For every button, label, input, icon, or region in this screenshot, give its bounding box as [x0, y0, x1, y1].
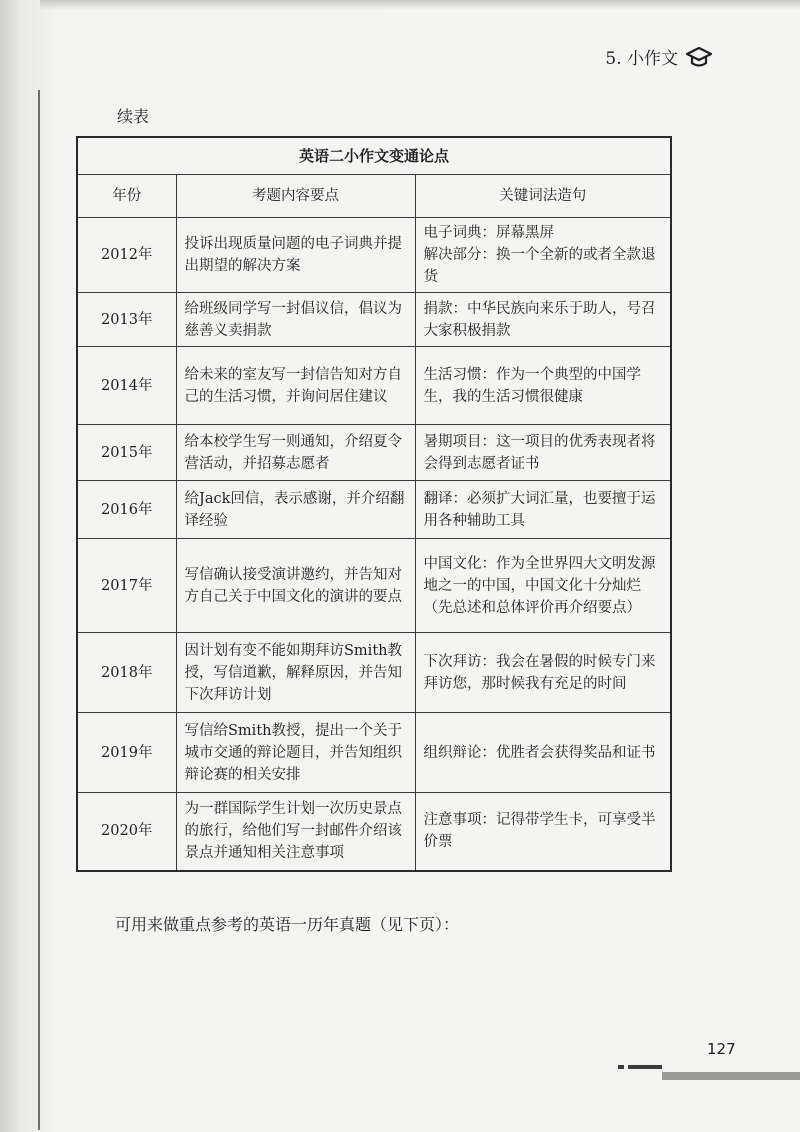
footer-decoration-stripe: [662, 1072, 800, 1080]
row-year: 2017年: [77, 539, 176, 633]
row-phrase: 暑期项目：这一项目的优秀表现者将会得到志愿者证书: [415, 425, 671, 481]
row-content: 因计划有变不能如期拜访Smith教授，写信道歉，解释原因，并告知下次拜访计划: [176, 633, 415, 713]
row-phrase: 中国文化：作为全世界四大文明发源地之一的中国，中国文化十分灿烂（先总述和总体评价再介绍要点）: [415, 539, 671, 633]
running-header: [605, 44, 712, 69]
table-header-row: [77, 175, 671, 218]
row-phrase: 翻译：必须扩大词汇量，也要擅于运用各种辅助工具: [415, 481, 671, 539]
table-row: [77, 347, 671, 425]
row-year: 2015年: [77, 425, 176, 481]
row-phrase: 捐款：中华民族向来乐于助人，号召大家积极捐款: [415, 293, 671, 347]
row-content: 给Jack回信，表示感谢，并介绍翻译经验: [176, 481, 415, 539]
row-year: 2020年: [77, 793, 176, 871]
page-number: 127: [707, 1040, 736, 1058]
row-phrase: 组织辩论：优胜者会获得奖品和证书: [415, 713, 671, 793]
argument-table: [76, 136, 672, 872]
table-row: [77, 539, 671, 633]
row-content: 投诉出现质量问题的电子词典并提出期望的解决方案: [176, 218, 415, 293]
page-top-shadow: [40, 0, 800, 10]
row-content: 为一群国际学生计划一次历史景点的旅行，给他们写一封邮件介绍该景点并通知相关注意事项: [176, 793, 415, 871]
row-content: 写信给Smith教授，提出一个关于城市交通的辩论题目，并告知组织辩论赛的相关安排: [176, 713, 415, 793]
footer-decoration-dot: [618, 1065, 624, 1069]
column-header-phrase: 关键词法造句: [415, 175, 671, 218]
row-year: 2018年: [77, 633, 176, 713]
column-header-year: 年份: [77, 175, 176, 218]
graduation-cap-icon: [686, 46, 712, 68]
table-row: [77, 425, 671, 481]
row-phrase: 注意事项：记得带学生卡，可享受半价票: [415, 793, 671, 871]
column-header-content: 考题内容要点: [176, 175, 415, 218]
table-row: [77, 713, 671, 793]
row-content: 写信确认接受演讲邀约，并告知对方自己关于中国文化的演讲的要点: [176, 539, 415, 633]
table-row: [77, 793, 671, 871]
row-content: 给班级同学写一封倡议信，倡议为慈善义卖捐款: [176, 293, 415, 347]
reference-note: 可用来做重点参考的英语一历年真题（见下页）：: [115, 915, 460, 934]
row-content: 给本校学生写一则通知，介绍夏令营活动，并招募志愿者: [176, 425, 415, 481]
continued-table-label: 续表: [117, 107, 150, 126]
row-year: 2013年: [77, 293, 176, 347]
table-title: 英语二小作文变通论点: [77, 137, 671, 175]
row-year: 2014年: [77, 347, 176, 425]
row-year: 2019年: [77, 713, 176, 793]
table-row: [77, 293, 671, 347]
table-row: [77, 633, 671, 713]
footer-decoration-bar: [628, 1065, 662, 1069]
row-content: 给未来的室友写一封信告知对方自己的生活习惯，并询问居住建议: [176, 347, 415, 425]
row-phrase: 电子词典：屏幕黑屏 解决部分：换一个全新的或者全款退货: [415, 218, 671, 293]
row-phrase: 下次拜访：我会在暑假的时候专门来拜访您，那时候我有充足的时间: [415, 633, 671, 713]
section-title: 5. 小作文: [605, 49, 678, 69]
table-row: [77, 481, 671, 539]
row-phrase: 生活习惯：作为一个典型的中国学生，我的生活习惯很健康: [415, 347, 671, 425]
row-year: 2012年: [77, 218, 176, 293]
row-year: 2016年: [77, 481, 176, 539]
table-row: [77, 218, 671, 293]
page-binding-edge: [38, 90, 40, 1130]
